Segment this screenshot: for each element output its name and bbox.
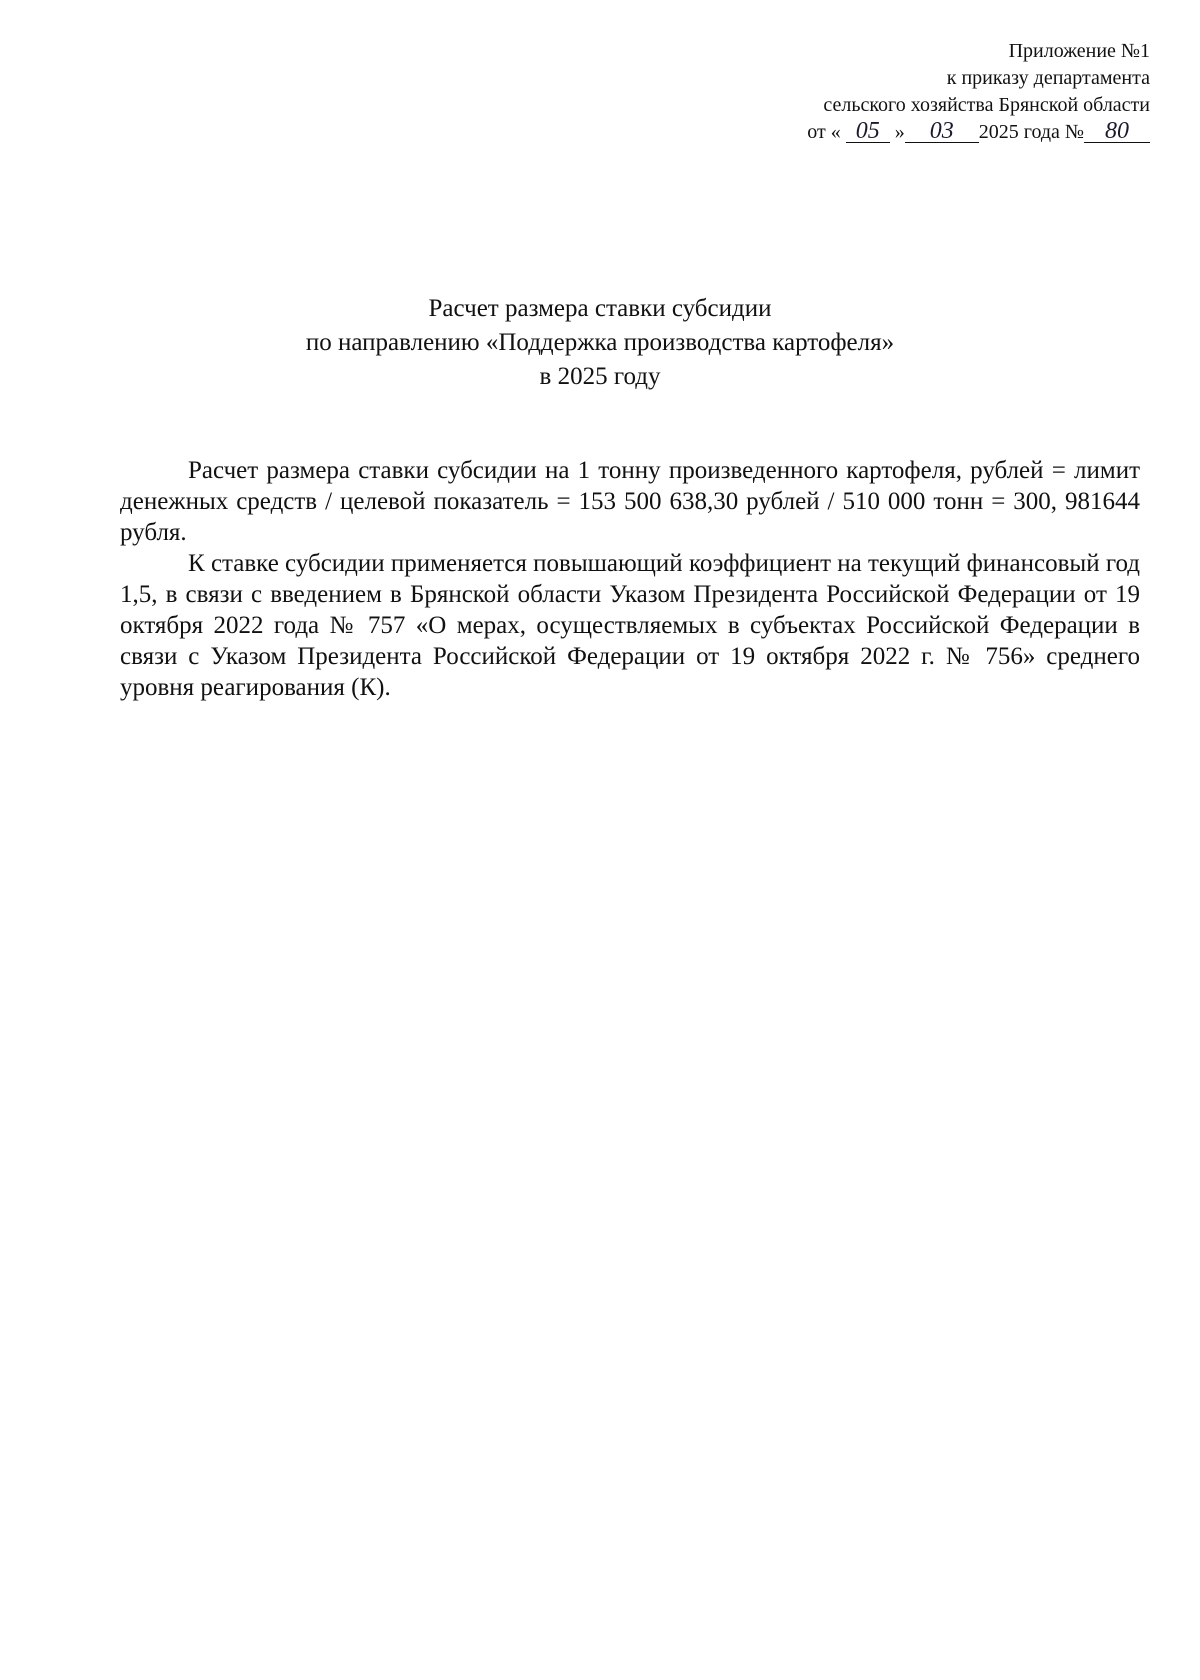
appendix-department: сельского хозяйства Брянской области (823, 94, 1150, 116)
handwritten-day: 05 (846, 120, 890, 143)
paragraph-calculation: Расчет размера ставки субсидии на 1 тонну произведенного картофеля, рублей = лимит денежных средств / целевой показатель = 153 500 638,30 рублей / 510 000 тонн = 300, 981644 рубля. (120, 457, 1140, 546)
appendix-date-line (690, 119, 1150, 146)
handwritten-month: 03 (905, 120, 979, 143)
appendix-title: Приложение №1 (1008, 40, 1150, 62)
document-title (0, 292, 1200, 394)
title-line-2: по направлению «Поддержка производства картофеля» (305, 329, 895, 356)
date-year: 2025 года № (978, 121, 1084, 143)
paragraph-coefficient: К ставке субсидии применяется повышающий коэффициент на текущий финансовый год 1,5, в связи с введением в Брянской области Указом Президента Российской Федерации от 19 октября 2022 года № 757 «О мерах, осуществляемых в субъектах Российской Федерации в связи с Указом Президента Российской Федерации от 19 октября 2022 г. № 756» среднего уровня реагирования (К). (120, 550, 1140, 701)
appendix-order-reference: к приказу департамента (946, 67, 1150, 89)
date-prefix: от « (807, 121, 841, 143)
date-middle: » (894, 121, 905, 143)
title-line-3: в 2025 году (539, 363, 661, 390)
appendix-header (690, 38, 1150, 146)
document-body (120, 455, 1140, 703)
title-line-1: Расчет размера ставки субсидии (428, 295, 772, 322)
handwritten-order-number: 80 (1084, 120, 1150, 143)
